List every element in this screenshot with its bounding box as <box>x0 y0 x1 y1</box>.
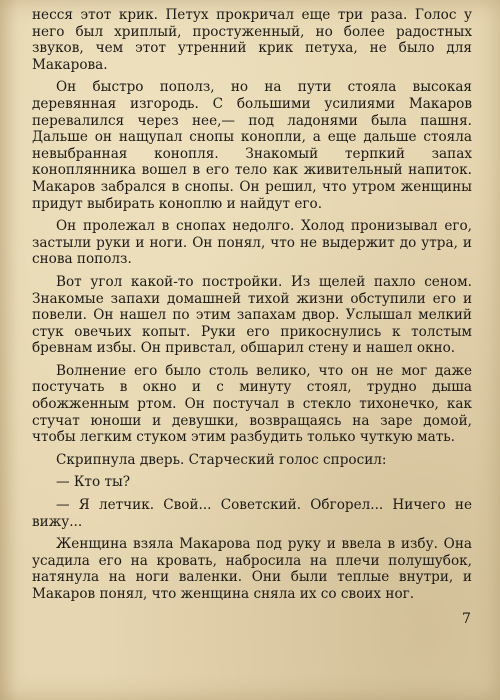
paragraph: Волнение его было столь велико, что он не мог даже постучать в окно и с минуту стоял, трудно дыша обожженным ртом. Он постучал в стекло тихонечко, как стучат юноши и девушки, возвращаясь на заре домой, чтобы легким стуком этим разбудить только чуткую мать. <box>32 362 472 446</box>
dialogue-line: — Кто ты? <box>56 474 131 491</box>
page-number: 7 <box>462 611 471 627</box>
paragraph: Он пролежал в снопах недолго. Холод пронизывал его, застыли руки и ноги. Он понял, что не выдержит до утра, и снова пополз. <box>32 218 472 268</box>
paragraph: Скрипнула дверь. Старческий голос спросил: <box>56 451 387 468</box>
dialogue-line: — Я летчик. Свой... Советский. Обгорел... Ничего не вижу... <box>32 497 472 530</box>
paragraph: Вот угол какой-то постройки. Из щелей пахло сеном. Знакомые запахи домашней тихой жизни обступили его и повели. Он нашел по этим запахам двор. Услышал мелкий стук овечьих копыт. Руки его прикоснулись к толстым бревнам избы. Он привстал, обшарил стену и нашел окно. <box>32 273 472 357</box>
paragraph: Он быстро пополз, но на пути стояла высокая деревянная изгородь. С большими усилиями Макаров перевалился через нее,— под ладонями была пашня. Дальше он нащупал снопы конопли, а еще дальше стояла невыбранная конопля. Знакомый терпкий запах коноплянника вошел в его тело как живительный напиток. Макаров забрался в снопы. Он решил, что утром женщины придут выбирать коноплю и найдут его. <box>32 79 472 212</box>
page-body <box>32 7 472 609</box>
paragraph: несся этот крик. Петух прокричал еще три раза. Голос у него был хриплый, простуженный, но более радостных звуков, чем этот утренний крик петуха, не было для Макарова. <box>32 7 472 73</box>
paragraph: Женщина взяла Макарова под руку и ввела в избу. Она усадила его на кровать, набросила на плечи полушубок, натянула на ноги валенки. Они были теплые внутри, и Макаров понял, что женщина сняла их со своих ног. <box>32 536 472 602</box>
